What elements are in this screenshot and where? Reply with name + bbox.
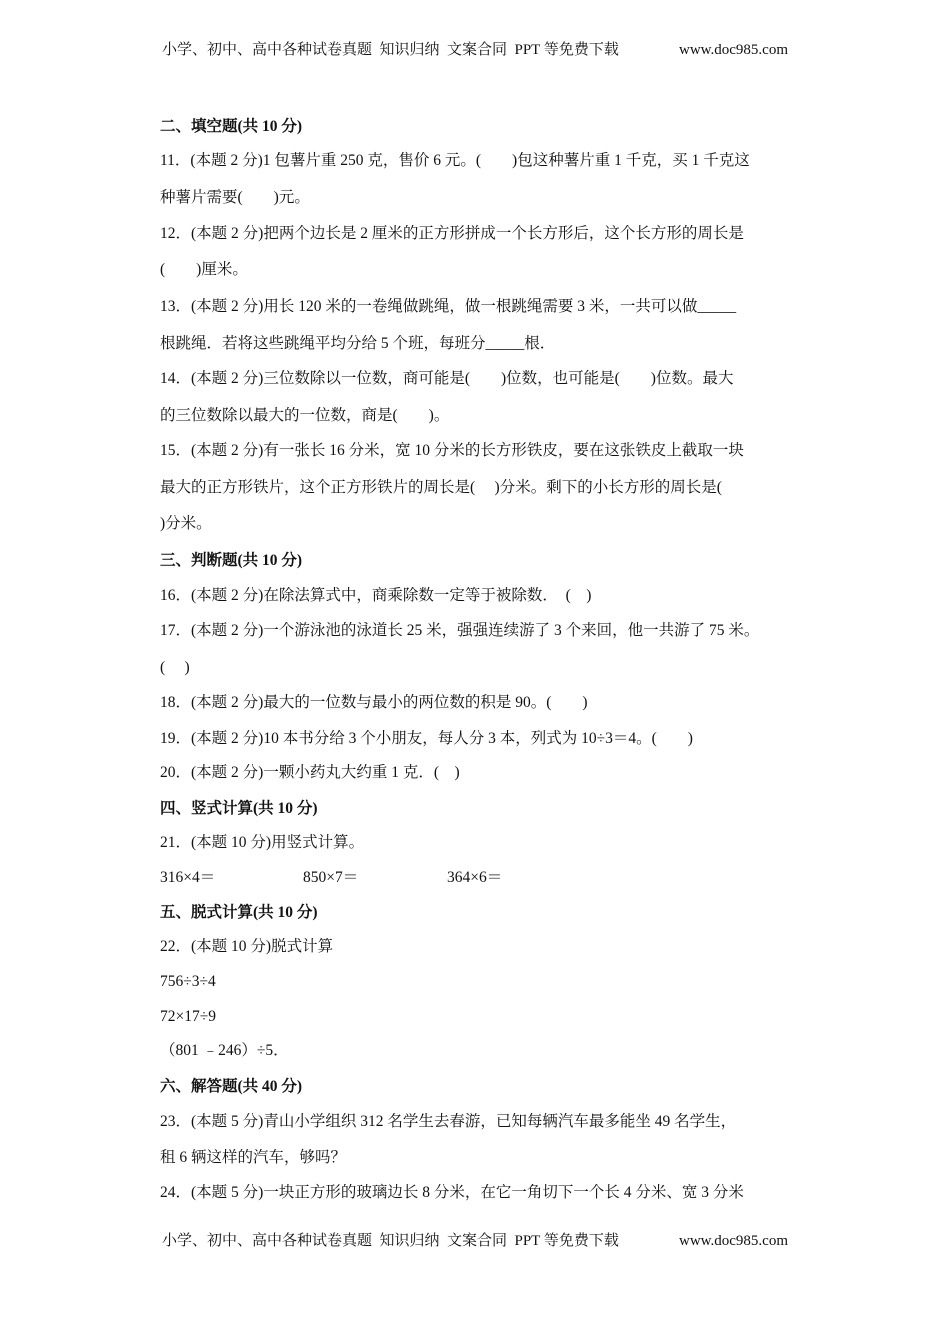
question-line: 16．(本题 2 分)在除法算式中，商乘除数一定等于被除数． ( ) [160,587,592,604]
question-line: 种薯片需要( )元。 [160,189,310,206]
page-header [162,40,788,60]
question-line: 15．(本题 2 分)有一张长 16 分米，宽 10 分米的长方形铁皮，要在这张铁皮上截取一块 [160,442,744,459]
calc-expression: 850×7＝ [303,869,359,886]
question-line: 18．(本题 2 分)最大的一位数与最小的两位数的积是 90。( ) [160,694,588,711]
question-line: 最大的正方形铁片，这个正方形铁片的周长是( )分米。剩下的小长方形的周长是( [160,479,722,496]
question-line: 72×17÷9 [160,1008,216,1025]
question-line: ( ) [160,659,190,676]
question-line: 11．(本题 2 分)1 包薯片重 250 克，售价 6 元。( )包这种薯片重 1 千克，买 1 千克这 [160,152,750,169]
section-heading: 五、脱式计算(共 10 分) [160,904,318,921]
question-line: 14．(本题 2 分)三位数除以一位数，商可能是( )位数，也可能是( )位数。最大 [160,370,734,387]
section-heading: 六、解答题(共 40 分) [160,1078,303,1095]
question-line: 19．(本题 2 分)10 本书分给 3 个小朋友，每人分 3 本，列式为 10÷3＝4。( ) [160,730,693,747]
question-line: 20．(本题 2 分)一颗小药丸大约重 1 克．( ) [160,764,460,781]
question-line: 的三位数除以最大的一位数，商是( )。 [160,407,450,424]
section-heading: 三、判断题(共 10 分) [160,552,303,569]
question-line: )分米。 [160,515,212,532]
header-text: 小学、初中、高中各种试卷真题 知识归纳 文案合同 PPT 等免费下载 [162,42,619,58]
question-line: 12．(本题 2 分)把两个边长是 2 厘米的正方形拼成一个长方形后，这个长方形的周长是 [160,225,744,242]
question-line: 17．(本题 2 分)一个游泳池的泳道长 25 米，强强连续游了 3 个来回，他一共游了 75 米。 [160,622,760,639]
question-line: ( )厘米。 [160,261,248,278]
question-line: （801 ﹣246）÷5． [160,1042,289,1059]
question-line: 756÷3÷4 [160,973,216,990]
section-heading: 二、填空题(共 10 分) [160,118,303,135]
question-line: 22．(本题 10 分)脱式计算 [160,938,334,955]
question-line: 租 6 辆这样的汽车，够吗？ [160,1149,347,1166]
footer-url: www.doc985.com [678,1233,788,1249]
footer-text: 小学、初中、高中各种试卷真题 知识归纳 文案合同 PPT 等免费下载 [162,1233,619,1249]
page-footer [162,1231,788,1251]
question-line: 23．(本题 5 分)青山小学组织 312 名学生去春游，已知每辆汽车最多能坐 49 名学生， [160,1113,737,1130]
question-line: 13．(本题 2 分)用长 120 米的一卷绳做跳绳，做一根跳绳需要 3 米，一共可以做_____ [160,298,737,315]
question-line: 21．(本题 10 分)用竖式计算。 [160,834,365,851]
header-url: www.doc985.com [678,42,788,58]
section-heading: 四、竖式计算(共 10 分) [160,800,318,817]
calc-expression: 364×6＝ [447,869,503,886]
calc-expression: 316×4＝ [160,869,216,886]
question-line: 根跳绳．若将这些跳绳平均分给 5 个班，每班分_____根． [160,335,556,352]
question-line: 24．(本题 5 分)一块正方形的玻璃边长 8 分米，在它一角切下一个长 4 分米、宽 3 分米 [160,1184,744,1201]
